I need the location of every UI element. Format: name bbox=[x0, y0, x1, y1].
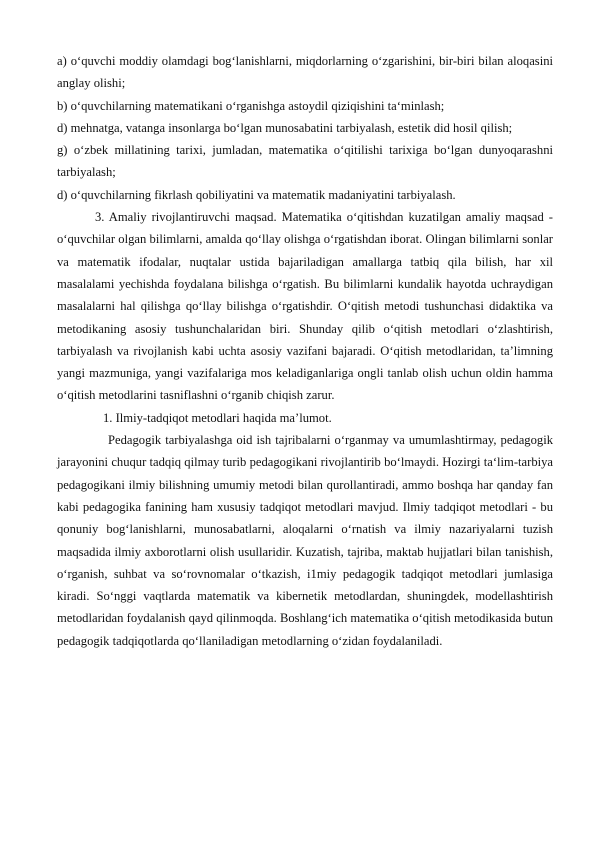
section-heading: 1. Ilmiy-tadqiqot metodlari haqida ma’lumot. bbox=[103, 410, 332, 425]
paragraph-research-methods: Pedagogik tarbiyalashga oid ish tajribalarni o‘rganmay va umumlashtirmay, pedagogik jarayonini chuqur tadqiq qilmay turib pedagogikani rivojlantirib bo‘lmaydi. Hozirgi ta‘lim-tarbiya pedagogikani ilmiy bilishning umumiy metodi bilan qurollantiradi, ammo boshqa har qanday fan kabi pedagogika fanining ham xususiy tadqiqot metodlari mavjud. Ilmiy tadqiqot metodlari - bu qonuniy bog‘lanishlarni, munosabatlarni, aloqalarni o‘rnatish va ilmiy nazariyalarni tuzish maqsadida ilmiy axborotlarni olish usullaridir. Kuzatish, tajriba, maktab hujjatlari bilan tanishish, o‘rganish, suhbat va so‘rovnomalar o‘tkazish, i1miy pedagogik tadqiqot metodlari jumlasiga kiradi. So‘nggi vaqtlarda matematik va kibernetik metodlardan, shuningdek, modellashtirish metodlaridan foydalanish qayd qilinmoqda. Boshlang‘ich matematika o‘qitish metodikasida butun pedagogik tadqiqotlarda qo‘llaniladigan metodlarning o‘zidan foydalaniladi. bbox=[57, 433, 553, 648]
paragraph-practical-goal: 3. Amaliy rivojlantiruvchi maqsad. Matematika o‘qitishdan kuzatilgan amaliy maqsad - o‘quvchilar olgan bilimlarni, amalda qo‘llay olishga o‘rgatishdan iborat. Olingan bilimlarni sonlar va matematik ifodalar, nuqtalar ustida bajariladigan amallarga tatbiq qila bilish, har xil masalalami yechishda foydalana bilishga o‘rgatish. Bu bilimlarni kundalik hayotda uchraydigan masalalarni hal qilishga qo‘llay bilishga o‘rgatishdir. O‘qitish metodi tushunchasi didaktika va metodikaning asosiy tushunchalaridan biri. Shunday qilib o‘qitish metodlari o‘zlashtirish, tarbiyalash va rivojlanish kabi uchta asosiy vazifani bajaradi. O‘qitish metodlaridan, ta’limning yangi mazmuniga, yangi vazifalariga mos keladiganlariga ongli tanlab olish uchun oldin hamma o‘qitish metodlarini tasniflashni o‘rganib chiqish zarur. bbox=[57, 210, 553, 403]
list-item-b: b) o‘quvchilarning matematikani o‘rganishga astoydil qiziqishini ta‘minlash; bbox=[57, 98, 445, 113]
list-item-g: g) o‘zbek millatining tarixi, jumladan, matematika o‘qitilishi tarixiga bo‘lgan dunyoqarashni tarbiyalash; bbox=[57, 143, 553, 180]
list-item-a: a) o‘quvchi moddiy olamdagi bog‘lanishlarni, miqdorlarning o‘zgarishini, bir-biri bilan aloqasini anglay olishi; bbox=[57, 54, 553, 91]
list-item-d2: d) o‘quvchilarning fikrlash qobiliyatini va matematik madaniyatini tarbiyalash. bbox=[57, 187, 456, 202]
list-item-d: d) mehnatga, vatanga insonlarga bo‘lgan munosabatini tarbiyalash, estetik did hosil qilish; bbox=[57, 120, 513, 135]
text-body bbox=[57, 50, 553, 652]
